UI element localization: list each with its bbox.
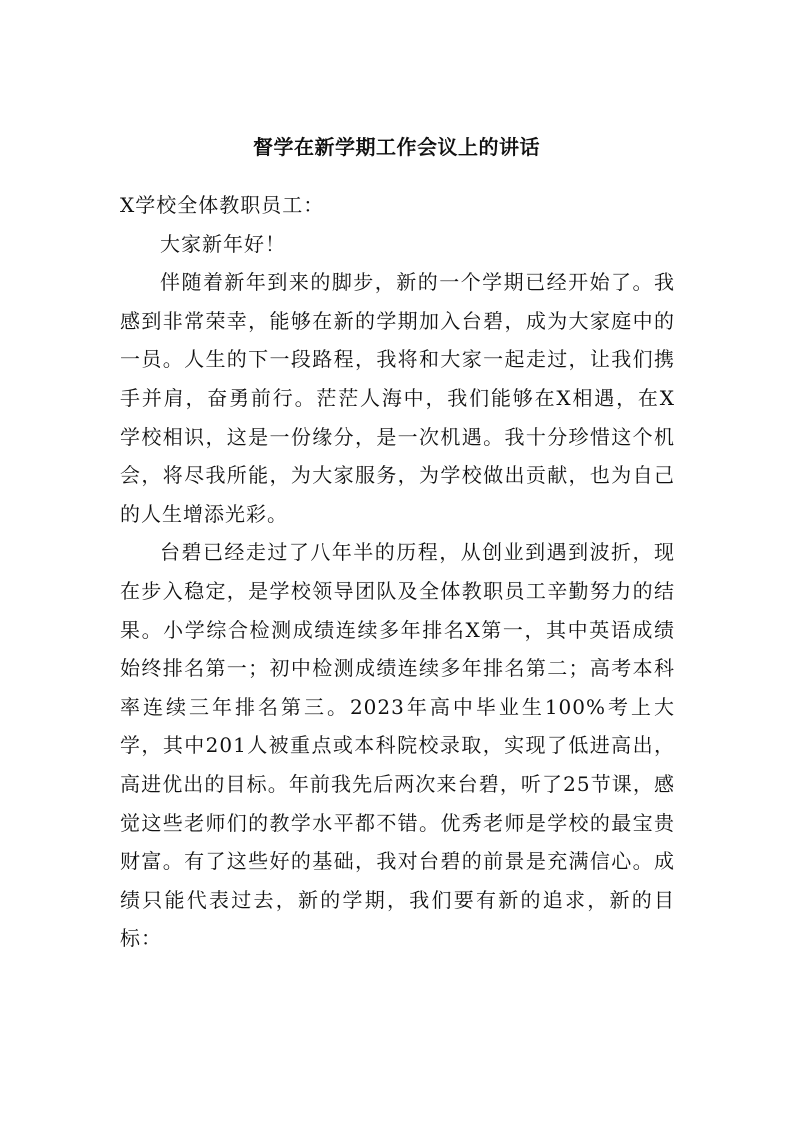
document-title: 督学在新学期工作会议上的讲话	[253, 135, 540, 159]
greeting: 大家新年好！	[160, 231, 286, 256]
paragraph-2: 台碧已经走过了八年半的历程，从创业到遇到波折，现在步入稳定，是学校领导团队及全体教职员工辛勤努力的结果。小学综合检测成绩连续多年排名X第一，其中英语成绩始终排名第一；初中检测成绩连续多年排名第二；高考本科率连续三年排名第三。2023年高中毕业生100%考上大学，其中201人被重点或本科院校录取，实现了低进高出，高进优出的目标。年前我先后两次来台碧，听了25节课，感觉这些老师们的教学水平都不错。优秀老师是学校的最宝贵财富。有了这些好的基础，我对台碧的前景是充满信心。成绩只能代表过去，新的学期，我们要有新的追求，新的目标：	[120, 540, 675, 951]
document-body	[120, 186, 675, 958]
salutation: X学校全体教职员工：	[120, 193, 325, 217]
paragraph-1: 伴随着新年到来的脚步，新的一个学期已经开始了。我感到非常荣幸，能够在新的学期加入台碧，成为大家庭中的一员。人生的下一段路程，我将和大家一起走过，让我们携手并肩，奋勇前行。茫茫人海中，我们能够在X相遇，在X学校相识，这是一份缘分，是一次机遇。我十分珍惜这个机会，将尽我所能，为大家服务，为学校做出贡献，也为自己的人生增添光彩。	[120, 270, 675, 526]
